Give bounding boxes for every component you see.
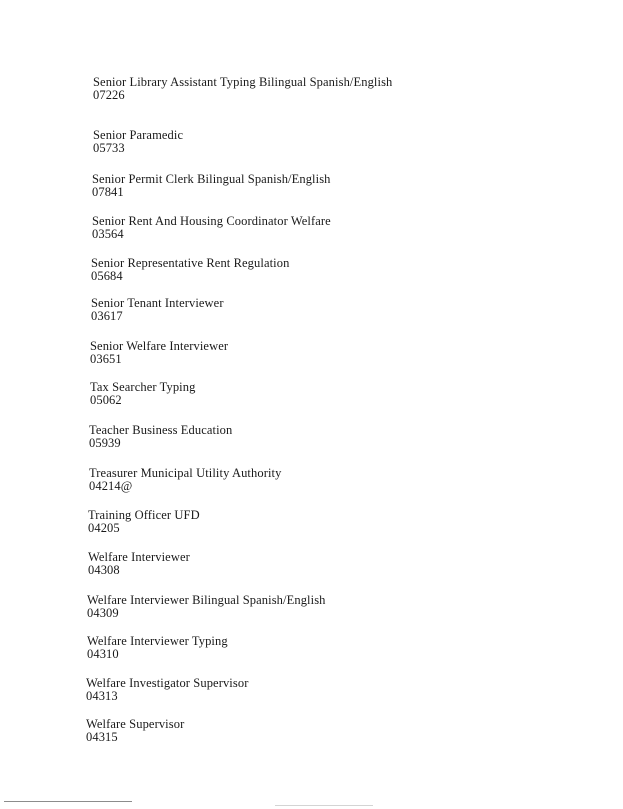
entry-title: Senior Welfare Interviewer	[90, 339, 229, 353]
entry-title: Welfare Investigator Supervisor	[86, 676, 249, 690]
entry-title: Tax Searcher Typing	[90, 380, 196, 394]
entry-code: 04308	[88, 563, 120, 577]
entry-title: Senior Tenant Interviewer	[91, 296, 224, 310]
entry-title: Senior Rent And Housing Coordinator Welfare	[92, 214, 331, 228]
entry-title: Teacher Business Education	[89, 423, 233, 437]
entry-code: 04205	[88, 521, 120, 535]
list-entry	[86, 718, 184, 744]
entry-title: Welfare Interviewer	[88, 550, 190, 564]
entry-title: Treasurer Municipal Utility Authority	[89, 466, 282, 480]
entry-code: 03651	[90, 352, 122, 366]
list-entry	[88, 551, 190, 577]
entry-title: Senior Paramedic	[93, 128, 184, 142]
entry-code: 07226	[93, 88, 125, 102]
list-entry	[91, 257, 289, 283]
list-entry	[89, 467, 281, 493]
entry-title: Welfare Interviewer Bilingual Spanish/English	[87, 593, 326, 607]
entry-title: Training Officer UFD	[88, 508, 200, 522]
entry-title: Senior Representative Rent Regulation	[91, 256, 290, 270]
list-entry	[92, 173, 331, 199]
entry-code: 05939	[89, 436, 121, 450]
list-entry	[86, 677, 248, 703]
entry-code: 04214@	[89, 479, 133, 493]
list-entry	[92, 215, 331, 241]
entry-code: 04310	[87, 647, 119, 661]
list-entry	[93, 129, 183, 155]
entry-title: Senior Library Assistant Typing Bilingual Spanish/English	[93, 75, 393, 89]
entry-title: Welfare Interviewer Typing	[87, 634, 228, 648]
entry-title: Senior Permit Clerk Bilingual Spanish/English	[92, 172, 331, 186]
list-entry	[90, 381, 195, 407]
entry-code: 05733	[93, 141, 125, 155]
list-entry	[87, 594, 326, 620]
list-entry	[91, 297, 224, 323]
list-entry	[87, 635, 228, 661]
list-entry	[88, 509, 200, 535]
entry-code: 07841	[92, 185, 124, 199]
scan-edge-line	[275, 805, 373, 806]
entry-code: 04309	[87, 606, 119, 620]
entry-code: 04313	[86, 689, 118, 703]
entry-title: Welfare Supervisor	[86, 717, 185, 731]
entry-code: 03564	[92, 227, 124, 241]
entry-code: 05062	[90, 393, 122, 407]
entry-code: 04315	[86, 730, 118, 744]
scan-edge-line	[4, 801, 132, 802]
entry-code: 03617	[91, 309, 123, 323]
entry-code: 05684	[91, 269, 123, 283]
list-entry	[90, 340, 228, 366]
list-entry	[93, 76, 392, 102]
list-entry	[89, 424, 232, 450]
